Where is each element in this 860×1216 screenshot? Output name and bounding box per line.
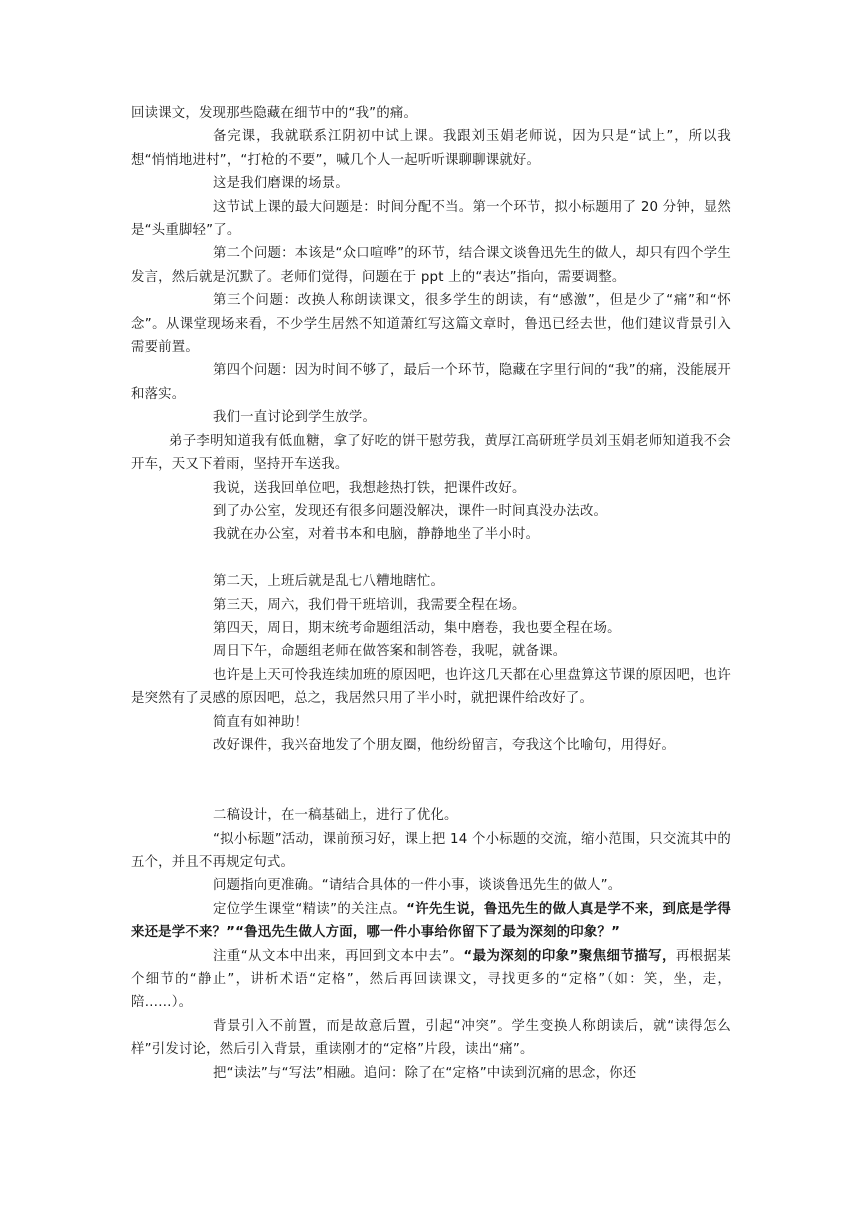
paragraph: 改好课件，我兴奋地发了个朋友圈，他纷纷留言，夸我这个比喻句，用得好。 [213, 737, 676, 753]
paragraph: 第三天，周六，我们骨干班培训，我需要全程在场。 [213, 597, 526, 613]
paragraph: 备完课，我就联系江阴初中试上课。我跟刘玉娟老师说，因为只是“试上”，所以我想“悄悄地进村”，“打枪的不要”，喊几个人一起听听课聊聊课就好。 [131, 129, 731, 168]
paragraph: 第四天，周日，期末统考命题组活动，集中磨卷，我也要全程在场。 [213, 620, 621, 636]
paragraph: 第二天，上班后就是乱七八糟地瞎忙。 [213, 574, 445, 590]
paragraph: 弟子李明知道我有低血糖，拿了好吃的饼干慰劳我，黄厚江高研班学员刘玉娟老师知道我不会开车，天又下着雨，坚持开车送我。 [131, 433, 731, 473]
paragraph: 到了办公室，发现还有很多问题没解决，课件一时间真没办法改。 [213, 503, 608, 519]
paragraph: 第二个问题：本该是“众口喧哗”的环节，结合课文谈鲁迅先生的做人，却只有四个学生发言，然后就是沉默了。老师们觉得，问题在于 ppt 上的“表达”指向，需要调整。 [131, 246, 731, 285]
paragraph: 周日下午，命题组老师在做答案和制答卷，我呢，就备课。 [213, 644, 567, 660]
paragraph-bold-text: “最为深刻的印象”聚焦细节描写， [463, 948, 676, 964]
paragraph-bold-text: “许先生说，鲁迅先生的做人真是学不来，到底是学得来还是学不来？”“鲁迅先生做人方面，哪一件小事给你留下了最为深刻的印象？” [131, 901, 731, 941]
paragraph-text: 定位学生课堂“精读”的关注点。 [213, 901, 407, 917]
paragraph: 简直有如神助！ [213, 714, 309, 730]
paragraph: 回读课文，发现那些隐藏在细节中的“我”的痛。 [131, 106, 418, 121]
paragraph: 我们一直讨论到学生放学。 [213, 410, 377, 426]
paragraph: 我就在办公室，对着书本和电脑，静静地坐了半小时。 [213, 527, 540, 543]
paragraph: 背景引入不前置，而是故意后置，引起“冲突”。学生变换人称朗读后，就“读得怎么样”引发讨论，然后引入背景，重读刚才的“定格”片段，读出“痛”。 [131, 1018, 731, 1058]
paragraph: 二稿设计，在一稿基础上，进行了优化。 [213, 808, 458, 824]
paragraph: “拟小标题”活动，课前预习好，课上把 14 个小标题的交流，缩小范围，只交流其中的五个，并且不再规定句式。 [131, 831, 731, 870]
paragraph-mixed [131, 898, 731, 945]
blank-lines [131, 757, 731, 804]
paragraph: 我说，送我回单位吧，我想趁热打铁，把课件改好。 [213, 480, 526, 496]
paragraph: 问题指向更准确。“请结合具体的一件小事，谈谈鲁迅先生的做人”。 [213, 878, 622, 894]
paragraph: 第三个问题：改换人称朗读课文，很多学生的朗读，有“感激”，但是少了“痛”和“怀念”。从课堂现场来看，不少学生居然不知道萧红写这篇文章时，鲁迅已经去世，他们建议背景引入需要前置。 [131, 293, 731, 356]
paragraph-mixed [131, 945, 731, 1015]
document-body [131, 102, 731, 1085]
paragraph: 把“读法”与“写法”相融。追问：除了在“定格”中读到沉痛的思念，你还 [213, 1065, 637, 1081]
paragraph-text: 注重“从文本中出来，再回到文本中去”。 [213, 948, 464, 964]
paragraph: 也许是上天可怜我连续加班的原因吧，也许这几天都在心里盘算这节课的原因吧，也许是突然有了灵感的原因吧，总之，我居然只用了半小时，就把课件给改好了。 [131, 667, 731, 707]
paragraph: 这是我们磨课的场景。 [213, 176, 349, 192]
paragraph-text: 再根据某个细节的“静止”，讲析术语“定格”，然后再回读课文，寻找更多的“定格”（如：笑，坐，走，陪……）。 [131, 948, 731, 1011]
blank-line [131, 547, 731, 570]
paragraph: 这节试上课的最大问题是：时间分配不当。第一个环节，拟小标题用了 20 分钟，显然是“头重脚轻”了。 [131, 199, 731, 239]
paragraph: 第四个问题：因为时间不够了，最后一个环节，隐藏在字里行间的“我”的痛，没能展开和落实。 [131, 363, 731, 402]
